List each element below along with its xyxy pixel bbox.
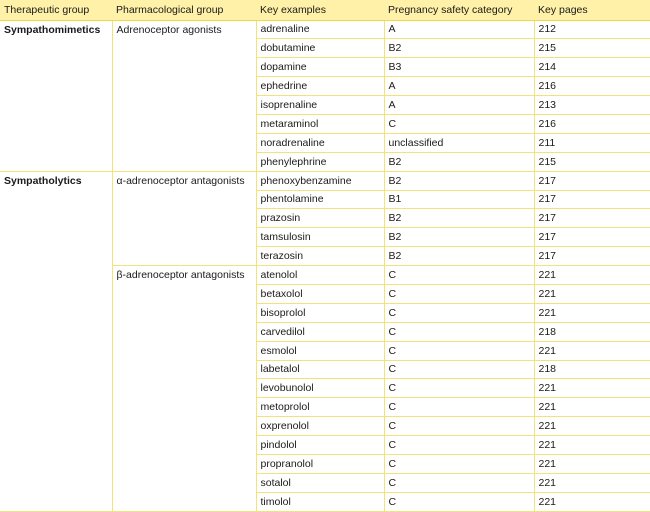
- drug-name-cell: labetalol: [256, 360, 384, 379]
- key-pages-cell: 217: [534, 209, 650, 228]
- pregnancy-category-cell: C: [384, 379, 534, 398]
- key-pages-cell: 221: [534, 473, 650, 492]
- drug-name-cell: esmolol: [256, 341, 384, 360]
- pregnancy-category-cell: B2: [384, 171, 534, 190]
- drug-name-cell: dopamine: [256, 58, 384, 77]
- key-pages-cell: 221: [534, 303, 650, 322]
- key-pages-cell: 221: [534, 266, 650, 285]
- pharmacological-group-cell: α-adrenoceptor antagonists: [112, 171, 256, 265]
- drug-name-cell: prazosin: [256, 209, 384, 228]
- pregnancy-category-cell: B3: [384, 58, 534, 77]
- drug-name-cell: metaraminol: [256, 114, 384, 133]
- pregnancy-category-cell: C: [384, 266, 534, 285]
- pharmacological-group-cell: β-adrenoceptor antagonists: [112, 266, 256, 512]
- pregnancy-category-cell: C: [384, 436, 534, 455]
- header-pregnancy-safety-category: Pregnancy safety category: [384, 0, 534, 20]
- key-pages-cell: 221: [534, 454, 650, 473]
- pregnancy-category-cell: B2: [384, 247, 534, 266]
- header-therapeutic-group: Therapeutic group: [0, 0, 112, 20]
- pregnancy-category-cell: C: [384, 473, 534, 492]
- drug-name-cell: oxprenolol: [256, 417, 384, 436]
- key-pages-cell: 221: [534, 436, 650, 455]
- pregnancy-category-cell: B1: [384, 190, 534, 209]
- key-pages-cell: 217: [534, 247, 650, 266]
- pregnancy-category-cell: C: [384, 417, 534, 436]
- key-pages-cell: 221: [534, 379, 650, 398]
- drug-name-cell: noradrenaline: [256, 133, 384, 152]
- drug-name-cell: betaxolol: [256, 284, 384, 303]
- drug-name-cell: dobutamine: [256, 39, 384, 58]
- key-pages-cell: 218: [534, 322, 650, 341]
- drug-name-cell: adrenaline: [256, 20, 384, 39]
- pregnancy-category-cell: A: [384, 96, 534, 115]
- drug-name-cell: levobunolol: [256, 379, 384, 398]
- therapeutic-group-cell: Sympatholytics: [0, 171, 112, 511]
- drug-name-cell: tamsulosin: [256, 228, 384, 247]
- pregnancy-category-cell: C: [384, 492, 534, 511]
- key-pages-cell: 215: [534, 39, 650, 58]
- key-pages-cell: 217: [534, 190, 650, 209]
- key-pages-cell: 221: [534, 341, 650, 360]
- key-pages-cell: 216: [534, 114, 650, 133]
- pregnancy-category-cell: C: [384, 341, 534, 360]
- drug-name-cell: sotalol: [256, 473, 384, 492]
- pregnancy-category-cell: unclassified: [384, 133, 534, 152]
- drug-name-cell: bisoprolol: [256, 303, 384, 322]
- header-pharmacological-group: Pharmacological group: [112, 0, 256, 20]
- therapeutic-group-cell: Sympathomimetics: [0, 20, 112, 171]
- key-pages-cell: 221: [534, 417, 650, 436]
- pregnancy-category-cell: C: [384, 398, 534, 417]
- key-pages-cell: 212: [534, 20, 650, 39]
- pregnancy-category-cell: A: [384, 20, 534, 39]
- key-pages-cell: 216: [534, 77, 650, 96]
- pregnancy-category-cell: B2: [384, 228, 534, 247]
- table-body: [0, 20, 650, 511]
- drug-name-cell: timolol: [256, 492, 384, 511]
- key-pages-cell: 217: [534, 228, 650, 247]
- drug-name-cell: metoprolol: [256, 398, 384, 417]
- pregnancy-category-cell: C: [384, 303, 534, 322]
- key-pages-cell: 221: [534, 398, 650, 417]
- key-pages-cell: 215: [534, 152, 650, 171]
- pregnancy-category-cell: C: [384, 360, 534, 379]
- header-key-examples: Key examples: [256, 0, 384, 20]
- table-row: [0, 20, 650, 39]
- pharmacological-group-cell: Adrenoceptor agonists: [112, 20, 256, 171]
- drug-name-cell: pindolol: [256, 436, 384, 455]
- drug-name-cell: phenoxybenzamine: [256, 171, 384, 190]
- pregnancy-category-cell: B2: [384, 152, 534, 171]
- key-pages-cell: 221: [534, 492, 650, 511]
- drug-name-cell: phenylephrine: [256, 152, 384, 171]
- pregnancy-category-cell: B2: [384, 39, 534, 58]
- key-pages-cell: 221: [534, 284, 650, 303]
- key-pages-cell: 213: [534, 96, 650, 115]
- pregnancy-category-cell: C: [384, 322, 534, 341]
- header-key-pages: Key pages: [534, 0, 650, 20]
- drug-name-cell: ephedrine: [256, 77, 384, 96]
- pregnancy-category-cell: A: [384, 77, 534, 96]
- drug-name-cell: terazosin: [256, 247, 384, 266]
- pregnancy-category-cell: C: [384, 454, 534, 473]
- table-header-row: [0, 0, 650, 20]
- key-pages-cell: 214: [534, 58, 650, 77]
- table-row: [0, 171, 650, 190]
- pregnancy-category-cell: B2: [384, 209, 534, 228]
- drug-name-cell: isoprenaline: [256, 96, 384, 115]
- key-pages-cell: 218: [534, 360, 650, 379]
- drug-name-cell: carvedilol: [256, 322, 384, 341]
- pregnancy-category-cell: C: [384, 114, 534, 133]
- drug-name-cell: propranolol: [256, 454, 384, 473]
- drug-name-cell: atenolol: [256, 266, 384, 285]
- pregnancy-category-cell: C: [384, 284, 534, 303]
- drug-name-cell: phentolamine: [256, 190, 384, 209]
- key-pages-cell: 211: [534, 133, 650, 152]
- key-pages-cell: 217: [534, 171, 650, 190]
